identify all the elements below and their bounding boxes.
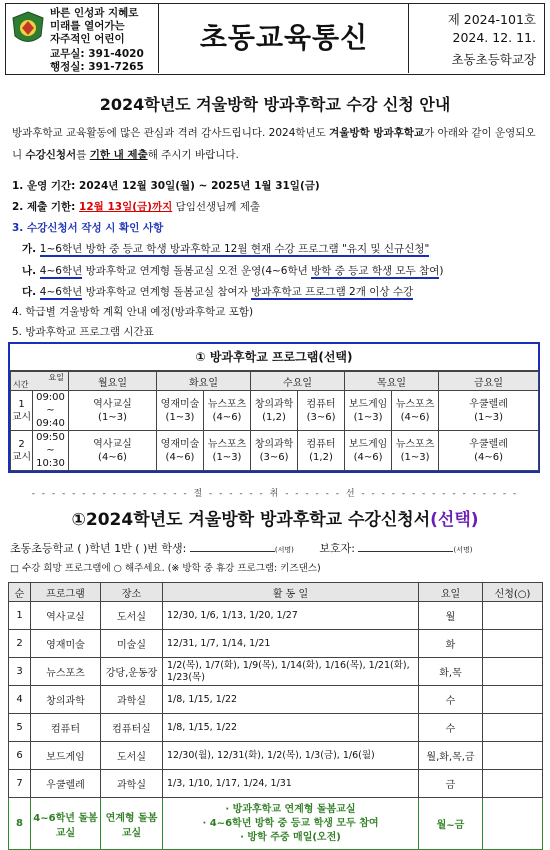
application-row xyxy=(9,630,543,658)
row-program: 보드게임 xyxy=(31,742,101,770)
row-day: 화,목 xyxy=(419,658,483,686)
row-dates: 1/3, 1/10, 1/17, 1/24, 1/31 xyxy=(163,770,419,798)
program-cell: 역사교실 (4~6) xyxy=(69,431,157,471)
student-info-line xyxy=(10,540,472,556)
period-label: 2 교시 xyxy=(11,431,33,471)
header-place: 장소 xyxy=(101,583,163,602)
motto-line-3: 자주적인 어린이 xyxy=(50,33,125,45)
header-program: 프로그램 xyxy=(31,583,101,602)
schedule-period-row xyxy=(11,391,539,431)
row-program: 4~6학년 돌봄교실 xyxy=(31,798,101,850)
row-dates: 1/8, 1/15, 1/22 xyxy=(163,714,419,742)
day-thursday: 목요일 xyxy=(345,372,439,391)
school-emblem-icon xyxy=(10,10,46,48)
application-table xyxy=(8,582,543,850)
office-phone: 교무실: 391-4020 xyxy=(50,48,144,60)
da-text-3: 방과후학교 프로그램 2개 이상 수강 xyxy=(251,286,414,298)
day-friday: 금요일 xyxy=(439,372,539,391)
apply-checkbox-cell[interactable] xyxy=(483,742,543,770)
row-dates: 12/30, 1/6, 1/13, 1/20, 1/27 xyxy=(163,602,419,630)
program-cell: 창의과학 (1,2) xyxy=(251,391,298,431)
intro-bold-3: 기한 내 제출 xyxy=(89,149,148,161)
na-prefix: 나. xyxy=(22,265,40,277)
school-motto xyxy=(50,7,138,46)
care-bullet: · 방학 주중 매일(오전) xyxy=(240,831,341,843)
row-program: 우쿨렐레 xyxy=(31,770,101,798)
row-place: 미술실 xyxy=(101,630,163,658)
intro-bold-2: 수강신청서 xyxy=(25,149,77,161)
na-text-1: 4~6학년 xyxy=(39,265,83,277)
header-day: 요일 xyxy=(419,583,483,602)
motto-line-1: 바른 인성과 지혜로 xyxy=(50,7,139,19)
row-number: 2 xyxy=(9,630,31,658)
row-day: 월~금 xyxy=(419,798,483,850)
guardian-name-field[interactable] xyxy=(358,551,453,552)
day-monday: 월요일 xyxy=(69,372,157,391)
corner-day-label: 요일 xyxy=(48,373,64,382)
program-cell: 역사교실 (1~3) xyxy=(69,391,157,431)
ga-prefix: 가. xyxy=(22,243,40,255)
care-bullet: · 4~6학년 방학 중 등교 학생 모두 참여 xyxy=(202,817,379,829)
guardian-seal-label: (서명) xyxy=(453,546,473,554)
student-label: 초동초등학교 ( )학년 1반 ( )번 학생: xyxy=(10,542,187,555)
program-cell: 영재미술 (1~3) xyxy=(157,391,204,431)
cut-line: - - - - - - - - - - - - - - - - 절 - - - - - - 취 - - - - - - 선 - - - - - - - - - - - - - - - - xyxy=(31,489,519,499)
apply-checkbox-cell[interactable] xyxy=(483,686,543,714)
item-1-period: 1. 운영 기간: 2024년 12월 30일(월) ~ 2025년 1월 31일(금) xyxy=(12,180,320,192)
period-time: 09:50 ~ 10:30 xyxy=(33,431,69,471)
row-day: 화 xyxy=(419,630,483,658)
apply-checkbox-cell[interactable] xyxy=(483,630,543,658)
row-number: 1 xyxy=(9,602,31,630)
apply-checkbox-cell[interactable] xyxy=(483,714,543,742)
row-program: 창의과학 xyxy=(31,686,101,714)
apply-checkbox-cell[interactable] xyxy=(483,770,543,798)
student-seal-label: (서명) xyxy=(274,546,294,554)
row-number: 4 xyxy=(9,686,31,714)
program-cell: 보드게임 (1~3) xyxy=(345,391,392,431)
intro-text-3: 를 xyxy=(76,149,90,161)
program-cell: 우쿨렐레 (4~6) xyxy=(439,431,539,471)
row-program: 영재미술 xyxy=(31,630,101,658)
item-3-checklist: 3. 수강신청서 작성 시 확인 사항 xyxy=(12,222,164,234)
program-cell: 영재미술 (4~6) xyxy=(157,431,204,471)
program-cell: 뉴스포츠 (4~6) xyxy=(204,391,251,431)
program-cell: 뉴스포츠 (4~6) xyxy=(392,391,439,431)
school-info-box xyxy=(6,4,159,73)
row-day: 금 xyxy=(419,770,483,798)
row-day: 수 xyxy=(419,714,483,742)
program-cell: 뉴스포츠 (1~3) xyxy=(204,431,251,471)
application-row xyxy=(9,602,543,630)
row-dates: 12/30(월), 12/31(화), 1/2(목), 1/3(금), 1/6(월) xyxy=(163,742,419,770)
program-cell: 보드게임 (4~6) xyxy=(345,431,392,471)
row-number: 6 xyxy=(9,742,31,770)
row-day: 월 xyxy=(419,602,483,630)
intro-text-1: 방과후학교 교육활동에 많은 관심과 격려 감사드립니다. 2024학년도 xyxy=(12,127,330,139)
item-5-timetable: 5. 방과후학교 프로그램 시간표 xyxy=(12,326,154,338)
deadline-suffix: 담임선생님께 제출 xyxy=(172,201,261,213)
header-no: 순 xyxy=(9,583,31,602)
apply-checkbox-cell[interactable] xyxy=(483,602,543,630)
issue-sender: 초동초등학교장 xyxy=(451,52,536,67)
application-title-main: ①2024학년도 겨울방학 방과후학교 수강신청서 xyxy=(71,510,431,530)
deadline-date: 12월 13일(금)까지 xyxy=(79,201,173,213)
na-text-2: 방과후학교 연계형 돌봄교실 오전 운영(4~6학년 xyxy=(82,265,312,277)
application-row-care xyxy=(9,798,543,850)
row-program: 뉴스포츠 xyxy=(31,658,101,686)
issue-info-box xyxy=(408,4,544,73)
schedule-table xyxy=(8,342,540,473)
intro-bold-1: 겨울방학 방과후학교 xyxy=(329,127,425,139)
motto-line-2: 미래를 열어가는 xyxy=(50,20,125,32)
checklist-ga xyxy=(22,241,429,256)
row-program: 역사교실 xyxy=(31,602,101,630)
row-number: 3 xyxy=(9,658,31,686)
document-title: 2024학년도 겨울방학 방과후학교 수강 신청 안내 xyxy=(99,95,451,114)
application-row xyxy=(9,714,543,742)
admin-phone: 행정실: 391-7265 xyxy=(50,61,144,73)
corner-time-label: 시간 xyxy=(13,380,29,389)
row-dates: 1/2(목), 1/7(화), 1/9(목), 1/14(화), 1/16(목), 1/21(화), 1/23(목) xyxy=(163,658,419,686)
row-place: 도서실 xyxy=(101,742,163,770)
ga-text: 1~6학년 방학 중 등교 학생 방과후학교 12월 현재 수강 프로그램 "유지 및 신규신청" xyxy=(39,243,430,255)
apply-checkbox-cell[interactable] xyxy=(483,798,543,850)
item-2-deadline xyxy=(12,199,260,214)
row-number: 7 xyxy=(9,770,31,798)
day-tuesday: 화요일 xyxy=(157,372,251,391)
row-bullets xyxy=(163,798,419,850)
newsletter-title: 초동교육통신 xyxy=(199,21,369,54)
na-text-4: ) xyxy=(439,265,444,277)
checklist-na xyxy=(22,263,443,278)
application-title xyxy=(0,505,550,530)
row-place: 과학실 xyxy=(101,686,163,714)
application-note: □ 수강 희망 프로그램에 ○ 해주세요. (※ 방학 중 휴강 프로그램: 키즈댄스) xyxy=(10,563,321,574)
row-place: 도서실 xyxy=(101,602,163,630)
row-day: 수 xyxy=(419,686,483,714)
schedule-corner-cell xyxy=(11,372,69,391)
row-number: 8 xyxy=(9,798,31,850)
header-dates: 활 동 일 xyxy=(163,583,419,602)
care-bullet: · 방과후학교 연계형 돌봄교실 xyxy=(225,803,356,815)
da-text-2: 방과후학교 연계형 돌봄교실 참여자 xyxy=(82,286,252,298)
program-cell: 뉴스포츠 (1~3) xyxy=(392,431,439,471)
period-label: 1 교시 xyxy=(11,391,33,431)
application-row xyxy=(9,686,543,714)
issue-number: 제 2024-101호 xyxy=(447,12,536,27)
row-place: 컴퓨터실 xyxy=(101,714,163,742)
apply-checkbox-cell[interactable] xyxy=(483,658,543,686)
program-cell: 우쿨렐레 (1~3) xyxy=(439,391,539,431)
application-title-select: (선택) xyxy=(430,510,479,530)
schedule-period-row xyxy=(11,431,539,471)
intro-text-2: 가 아래와 같이 운영되오니 xyxy=(12,127,536,161)
day-wednesday: 수요일 xyxy=(251,372,345,391)
program-cell: 컴퓨터 (1,2) xyxy=(298,431,345,471)
row-place: 강당,운동장 xyxy=(101,658,163,686)
application-row xyxy=(9,658,543,686)
checklist-da xyxy=(22,284,413,299)
application-row xyxy=(9,770,543,798)
period-time: 09:00 ~ 09:40 xyxy=(33,391,69,431)
row-dates: 1/8, 1/15, 1/22 xyxy=(163,686,419,714)
intro-paragraph xyxy=(12,122,542,166)
row-program: 컴퓨터 xyxy=(31,714,101,742)
deadline-label: 2. 제출 기한: xyxy=(12,201,80,213)
guardian-label: 보호자: xyxy=(319,542,355,555)
da-text-1: 4~6학년 xyxy=(39,286,83,298)
student-name-field[interactable] xyxy=(190,551,275,552)
application-header-row xyxy=(9,583,543,602)
program-cell: 컴퓨터 (3~6) xyxy=(298,391,345,431)
schedule-heading: ① 방과후학교 프로그램(선택) xyxy=(10,344,538,371)
program-cell: 창의과학 (3~6) xyxy=(251,431,298,471)
row-number: 5 xyxy=(9,714,31,742)
row-place: 연계형 돌봄교실 xyxy=(101,798,163,850)
application-row xyxy=(9,742,543,770)
intro-text-4: 해 주시기 바랍니다. xyxy=(147,149,239,161)
row-day: 월,화,목,금 xyxy=(419,742,483,770)
schedule-day-row xyxy=(11,372,539,391)
header-apply: 신청(○) xyxy=(483,583,543,602)
row-place: 과학실 xyxy=(101,770,163,798)
item-4-plan: 4. 학급별 겨울방학 계획 안내 예정(방과후학교 포함) xyxy=(12,306,254,318)
row-dates: 12/31, 1/7, 1/14, 1/21 xyxy=(163,630,419,658)
na-text-3: 방학 중 등교 학생 모두 참여 xyxy=(311,265,440,277)
da-prefix: 다. xyxy=(22,286,40,298)
newsletter-header xyxy=(5,3,545,75)
issue-date: 2024. 12. 11. xyxy=(452,30,536,45)
